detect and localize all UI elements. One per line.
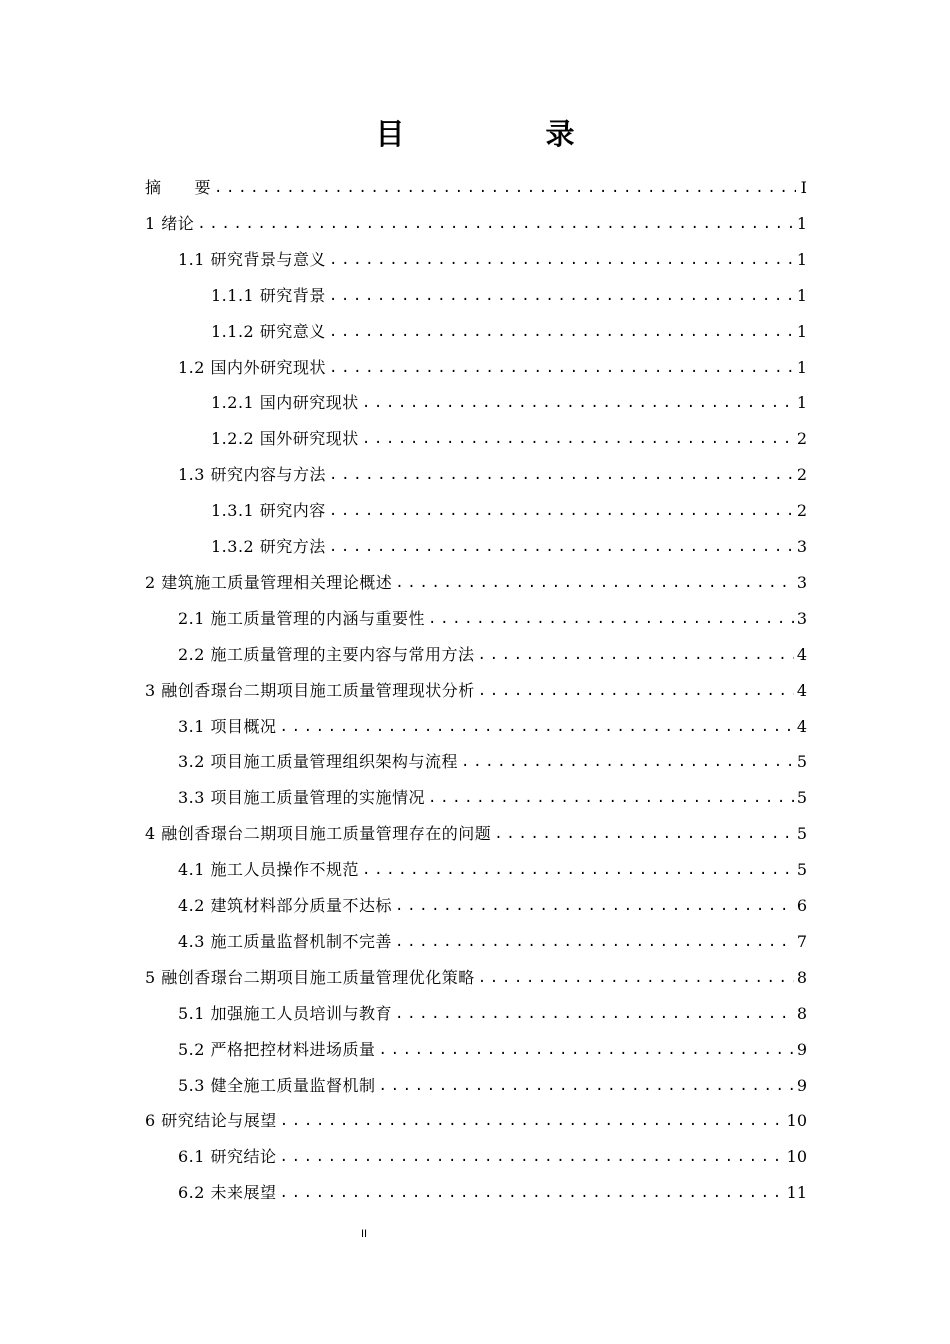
- toc-dot-leader: [478, 645, 794, 665]
- toc-entry[interactable]: [211, 413, 807, 449]
- toc-entry-page: 4: [796, 680, 807, 700]
- toc-entry-page: 5: [796, 752, 807, 772]
- toc-entry-page: 10: [786, 1147, 807, 1167]
- toc-entry-page: 8: [796, 967, 807, 987]
- toc-dot-leader: [280, 1183, 784, 1203]
- toc-entry-title: 1.2.1 国内研究现状: [211, 393, 359, 413]
- toc-dot-leader: [395, 573, 794, 593]
- toc-entry[interactable]: [145, 1095, 807, 1131]
- toc-entry-page: 2: [796, 429, 807, 449]
- toc-entry-page: I: [800, 178, 807, 197]
- toc-entry-title: 1.2.2 国外研究现状: [211, 429, 359, 449]
- toc-entry-title: 5.1 加强施工人员培训与教育: [178, 1003, 393, 1023]
- toc-entry[interactable]: [178, 1167, 807, 1203]
- toc-dot-leader: [329, 537, 794, 557]
- toc-entry[interactable]: [211, 485, 807, 521]
- toc-dot-leader: [494, 824, 794, 844]
- toc-entry-title: 3 融创香璟台二期项目施工质量管理现状分析: [145, 680, 475, 700]
- toc-entry-title: 1.1.2 研究意义: [211, 321, 326, 341]
- toc-entry-page: 4: [796, 644, 807, 664]
- toc-entry-title: 2.1 施工质量管理的内涵与重要性: [178, 608, 426, 628]
- toc-entry[interactable]: [178, 988, 807, 1024]
- toc-entry[interactable]: [145, 557, 807, 593]
- toc-entry-title: 3.1 项目概况: [178, 716, 277, 736]
- toc-entry[interactable]: [178, 629, 807, 665]
- toc-entry-page: 5: [796, 824, 807, 844]
- toc-dot-leader: [329, 322, 794, 342]
- toc-entry[interactable]: [211, 377, 807, 413]
- toc-entry-page: 2: [796, 465, 807, 485]
- toc-entry[interactable]: [178, 844, 807, 880]
- toc-entry-page: 3: [796, 537, 807, 556]
- toc-entry-title: 6 研究结论与展望: [145, 1111, 277, 1131]
- toc-dot-leader: [395, 1004, 794, 1024]
- toc-entry[interactable]: [178, 701, 807, 737]
- toc-dot-leader: [379, 1040, 794, 1060]
- toc-entry[interactable]: [178, 449, 807, 485]
- toc-entry-page: 2: [796, 501, 807, 521]
- toc-entry[interactable]: [178, 342, 807, 378]
- toc-entry[interactable]: [178, 1060, 807, 1096]
- toc-dot-leader: [379, 1076, 794, 1096]
- toc-entry-title: 1.3 研究内容与方法: [178, 465, 327, 485]
- toc-entry-title: 3.2 项目施工质量管理组织架构与流程: [178, 752, 459, 772]
- toc-entry-title: 5.3 健全施工质量监督机制: [178, 1075, 376, 1095]
- toc-entry-title: 2 建筑施工质量管理相关理论概述: [145, 572, 393, 592]
- toc-entry-page: 1: [796, 249, 807, 269]
- toc-entry-page: 11: [786, 1183, 807, 1203]
- toc-entry[interactable]: [178, 234, 807, 270]
- toc-entry-title: 1 绪论: [145, 213, 195, 233]
- toc-entry-page: 3: [796, 608, 807, 628]
- toc-dot-leader: [329, 250, 794, 270]
- toc-entry-title: 3.3 项目施工质量管理的实施情况: [178, 788, 426, 808]
- toc-entry[interactable]: [178, 772, 807, 808]
- toc-dot-leader: [329, 465, 794, 485]
- toc-entry[interactable]: [145, 162, 807, 198]
- toc-entry[interactable]: [178, 1024, 807, 1060]
- toc-entry[interactable]: [145, 665, 807, 701]
- toc-dot-leader: [395, 932, 794, 952]
- toc-entry-title: 摘 要: [145, 178, 212, 197]
- toc-entry-page: 9: [796, 1075, 807, 1095]
- toc-entry-title: 4.3 施工质量监督机制不完善: [178, 931, 393, 951]
- toc-entry-title: 5 融创香璟台二期项目施工质量管理优化策略: [145, 967, 475, 987]
- toc-dot-leader: [362, 393, 794, 413]
- toc-dot-leader: [197, 214, 794, 234]
- toc-entry-title: 1.2 国内外研究现状: [178, 357, 327, 377]
- toc-entry-title: 1.3.1 研究内容: [211, 501, 326, 521]
- page-title: 目 录: [375, 117, 631, 151]
- toc-entry-title: 1.3.2 研究方法: [211, 537, 326, 556]
- toc-entry-page: 8: [796, 1003, 807, 1023]
- toc-entry[interactable]: [211, 270, 807, 306]
- toc-entry-page: 7: [796, 931, 807, 951]
- toc-entry-title: 1.1.1 研究背景: [211, 285, 326, 305]
- toc-entry-page: 1: [796, 357, 807, 377]
- toc-entry[interactable]: [178, 880, 807, 916]
- toc-entry[interactable]: [211, 521, 807, 557]
- toc-entry-page: 1: [796, 321, 807, 341]
- toc-entry[interactable]: [178, 593, 807, 629]
- toc-entry[interactable]: [145, 952, 807, 988]
- toc-entry-title: 6.2 未来展望: [178, 1183, 277, 1203]
- toc-entry-page: 9: [796, 1039, 807, 1059]
- toc-dot-leader: [329, 358, 794, 378]
- toc-dot-leader: [478, 681, 794, 701]
- toc-dot-leader: [280, 717, 794, 737]
- toc-dot-leader: [478, 968, 794, 988]
- toc-entry[interactable]: [178, 736, 807, 772]
- toc-entry[interactable]: [178, 1131, 807, 1167]
- toc-entry-title: 2.2 施工质量管理的主要内容与常用方法: [178, 644, 475, 664]
- page-number: II: [360, 1228, 368, 1240]
- toc-dot-leader: [280, 1147, 784, 1167]
- toc-dot-leader: [362, 860, 794, 880]
- toc-dot-leader: [395, 896, 794, 916]
- toc-dot-leader: [362, 429, 794, 449]
- toc-entry-page: 3: [796, 572, 807, 592]
- toc-dot-leader: [329, 501, 794, 521]
- toc-entry-title: 4.1 施工人员操作不规范: [178, 860, 360, 880]
- toc-entry[interactable]: [211, 306, 807, 342]
- toc-entry-page: 5: [796, 860, 807, 880]
- toc-entry-title: 5.2 严格把控材料进场质量: [178, 1039, 376, 1059]
- toc-entry[interactable]: [178, 916, 807, 952]
- toc-entry-page: 1: [796, 393, 807, 413]
- toc-dot-leader: [428, 788, 794, 808]
- toc-dot-leader: [280, 1111, 784, 1131]
- toc-entry-page: 5: [796, 788, 807, 808]
- toc-entry-page: 1: [796, 285, 807, 305]
- toc-entry-title: 4.2 建筑材料部分质量不达标: [178, 896, 393, 915]
- toc-dot-leader: [214, 178, 796, 198]
- toc-dot-leader: [461, 752, 794, 772]
- toc-dot-leader: [428, 609, 794, 629]
- toc-entry-page: 6: [796, 896, 807, 915]
- toc-entry-title: 4 融创香璟台二期项目施工质量管理存在的问题: [145, 824, 492, 844]
- toc-entry-title: 6.1 研究结论: [178, 1147, 277, 1167]
- toc-entry[interactable]: [145, 808, 807, 844]
- toc-entry-page: 4: [796, 716, 807, 736]
- toc-entry-page: 10: [786, 1111, 807, 1131]
- toc-entry-page: 1: [796, 213, 807, 233]
- toc-dot-leader: [329, 286, 794, 306]
- toc-entry-title: 1.1 研究背景与意义: [178, 249, 327, 269]
- toc-entry[interactable]: [145, 198, 807, 234]
